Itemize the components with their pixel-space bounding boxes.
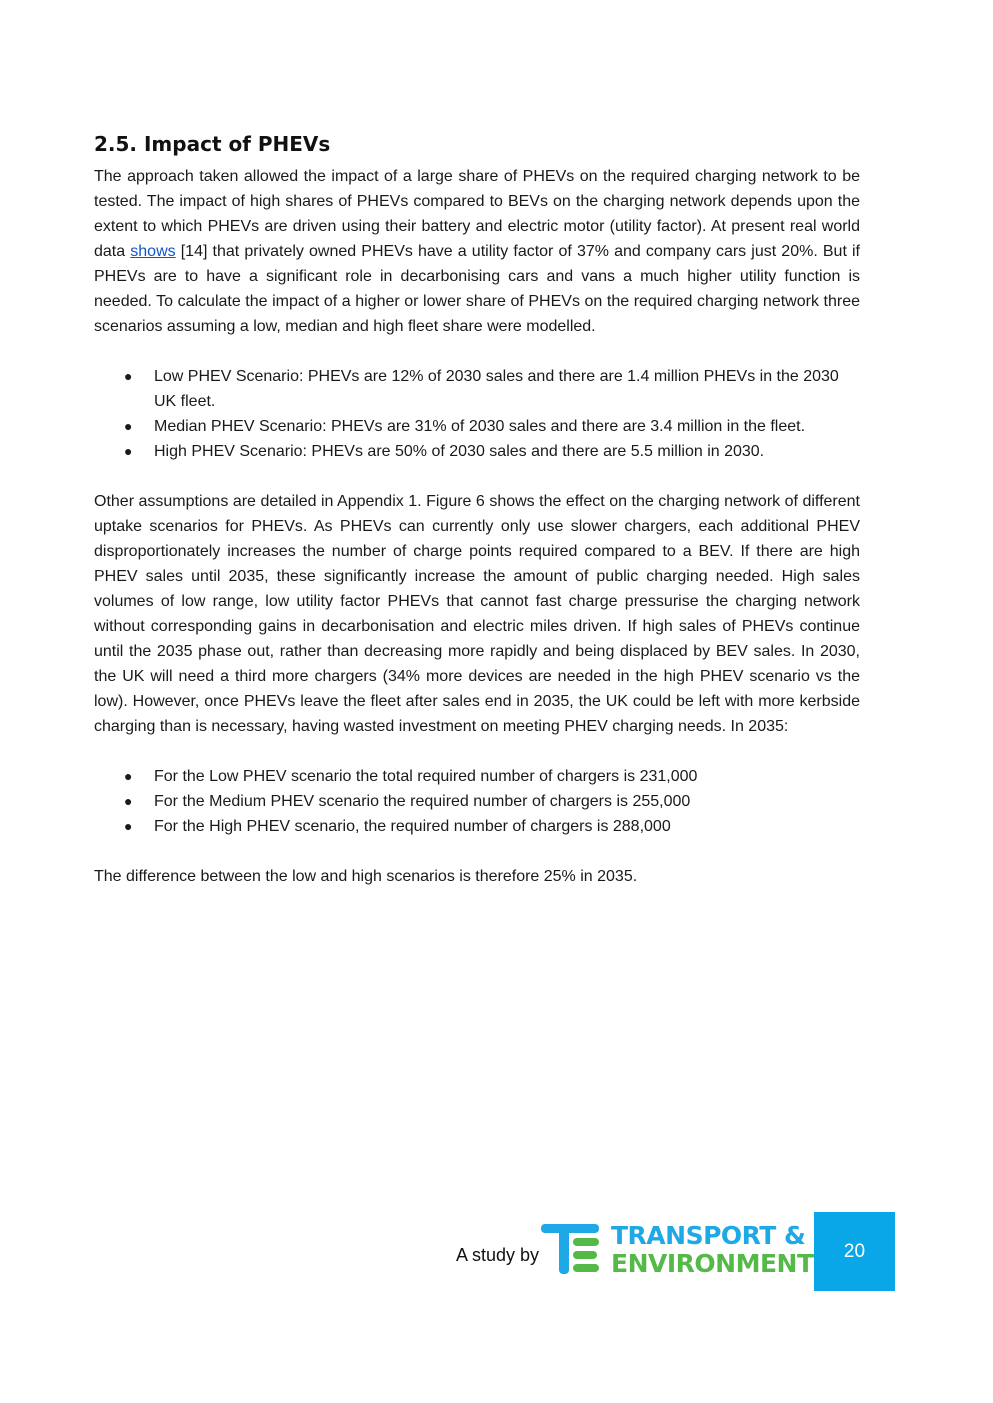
- te-logo-icon: [541, 1224, 601, 1280]
- list-item: [94, 414, 860, 439]
- scenario-list: [94, 364, 860, 464]
- conclusion-paragraph: The difference between the low and high scenarios is therefore 25% in 2035.: [94, 868, 638, 885]
- section-heading: 2.5. Impact of PHEVs: [94, 132, 331, 156]
- result-medium: For the Medium PHEV scenario the required number of chargers is 255,000: [154, 793, 691, 810]
- bullet-icon: ●: [124, 368, 133, 384]
- intro-text-end: [14] that privately owned PHEVs have a utility factor of 37% and company cars just 20%. But if PHEVs are to have a significant role in decarbonising cars and vans a much higher utility function is needed. To calculate the impact of a higher or lower share of PHEVs on the required charging network three scenarios assuming a low, median and high fleet share were modelled.: [94, 243, 861, 335]
- study-by-label: A study by: [456, 1245, 540, 1265]
- bullet-icon: ●: [124, 768, 133, 784]
- shows-link[interactable]: shows: [130, 243, 176, 260]
- bullet-icon: ●: [124, 418, 133, 434]
- main-content: [94, 130, 860, 889]
- bullet-icon: ●: [124, 443, 133, 459]
- list-item: [94, 764, 860, 789]
- list-item: [94, 789, 860, 814]
- intro-paragraph: [94, 164, 860, 339]
- scenario-low: Low PHEV Scenario: PHEVs are 12% of 2030 sales and there are 1.4 million PHEVs in the 2030 UK fleet.: [154, 368, 839, 410]
- result-low: For the Low PHEV scenario the total required number of chargers is 231,000: [154, 768, 698, 785]
- scenario-high: High PHEV Scenario: PHEVs are 50% of 2030 sales and there are 5.5 million in 2030.: [154, 443, 765, 460]
- assumptions-paragraph: Other assumptions are detailed in Appendix 1. Figure 6 shows the effect on the charging network of different uptake scenarios for PHEVs. As PHEVs can currently only use slower chargers, each additional PHEV disproportionately increases the number of charge points required compared to a BEV. If there are high PHEV sales until 2035, these significantly increase the amount of public charging needed. High sales volumes of low range, low utility factor PHEVs that cannot fast charge pressurise the charging network without corresponding gains in decarbonisation and electric miles driven. If high sales of PHEVs continue until the 2035 phase out, rather than decreasing more rapidly and being displaced by BEV sales. In 2030, the UK will need a third more chargers (34% more devices are needed in the high PHEV scenario vs the low). However, once PHEVs leave the fleet after sales end in 2035, the UK could be left with more kerbside charging than is necessary, having wasted investment on meeting PHEV charging needs. In 2035:: [94, 493, 860, 735]
- page-number: 20: [814, 1212, 895, 1291]
- bullet-icon: ●: [124, 818, 133, 834]
- intro-text-start: The approach taken allowed the impact of a large share of PHEVs on the required charging network to be tested. The impact of high shares of PHEVs compared to BEVs on the charging network depends upon the extent to which PHEVs are driven using their battery and electric motor (utility factor). At present real world data: [94, 168, 860, 260]
- result-high: For the High PHEV scenario, the required number of chargers is 288,000: [154, 818, 671, 835]
- list-item: [94, 364, 860, 414]
- te-logo: [541, 1221, 814, 1278]
- bullet-icon: ●: [124, 793, 133, 809]
- page-footer: [0, 1212, 993, 1291]
- logo-line-transport: TRANSPORT &: [611, 1221, 806, 1250]
- results-list: [94, 764, 860, 839]
- logo-wordmark: [611, 1222, 814, 1278]
- logo-line-environment: ENVIRONMENT: [611, 1249, 814, 1278]
- list-item: [94, 814, 860, 839]
- list-item: [94, 439, 860, 464]
- scenario-median: Median PHEV Scenario: PHEVs are 31% of 2030 sales and there are 3.4 million in the fleet.: [154, 418, 806, 435]
